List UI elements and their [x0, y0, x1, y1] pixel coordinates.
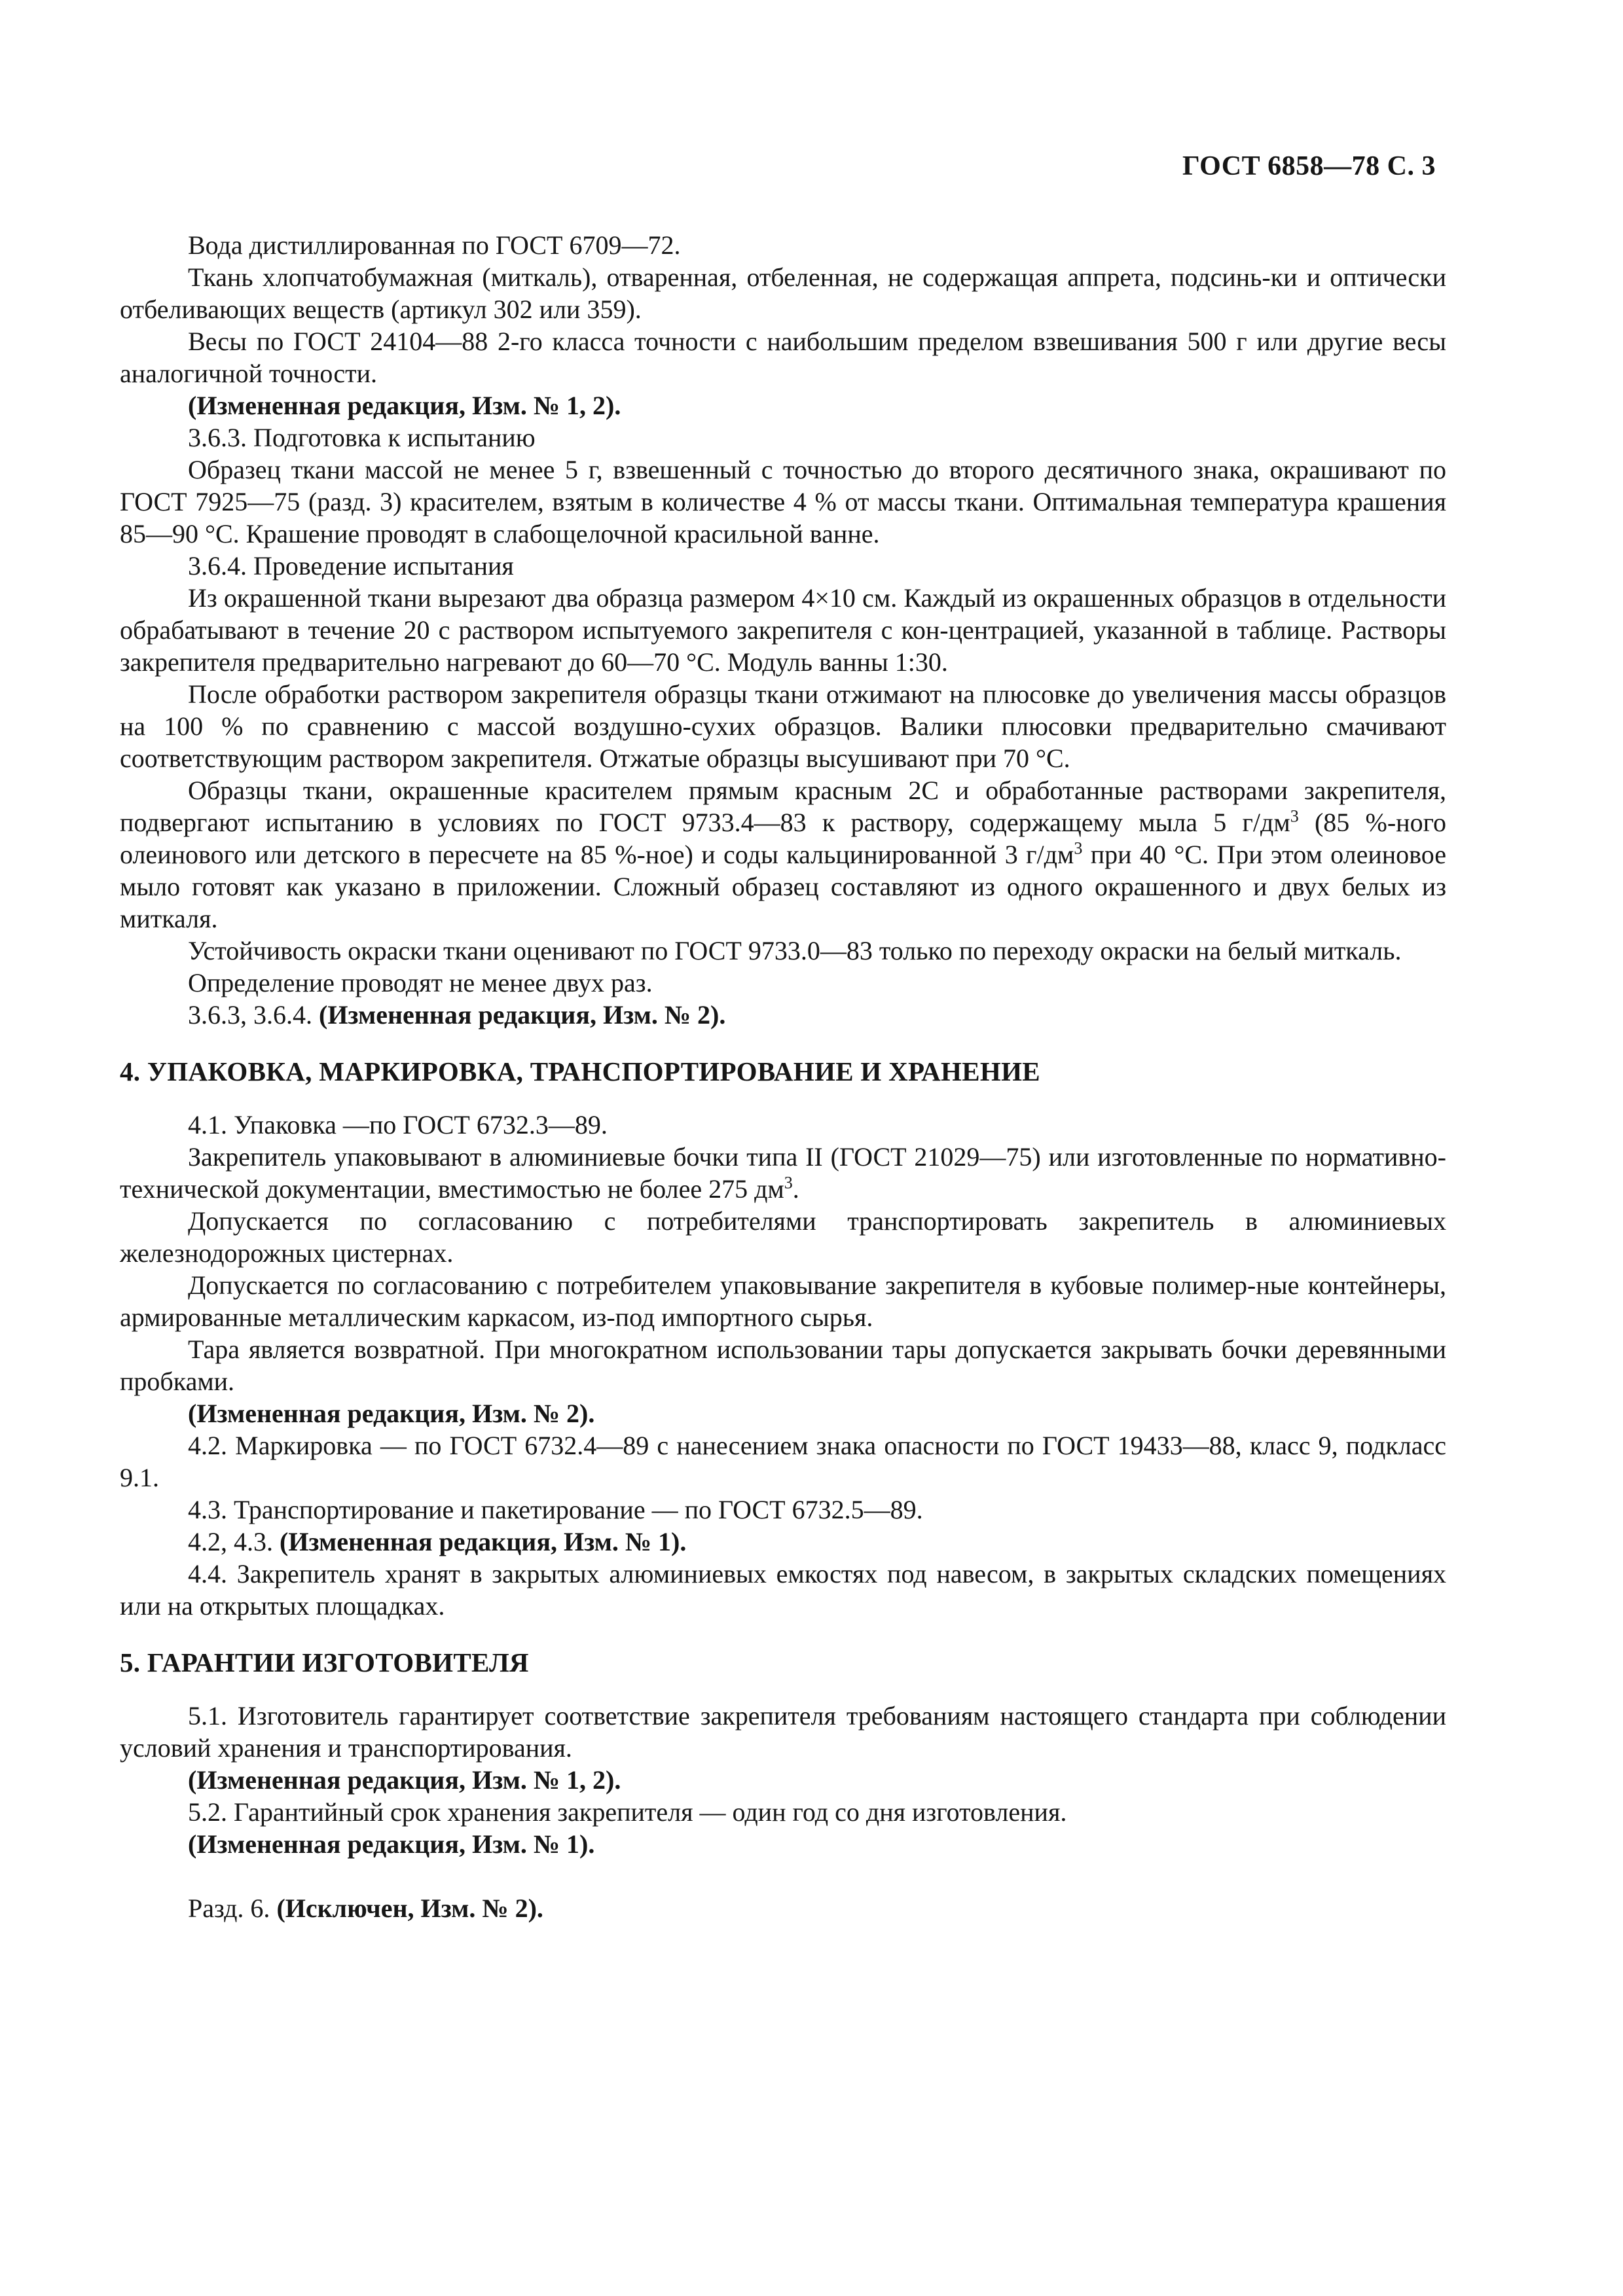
amendment-text: (Измененная редакция, Изм. № 2). — [319, 1000, 726, 1030]
section-heading-5: 5. ГАРАНТИИ ИЗГОТОВИТЕЛЯ — [120, 1647, 529, 1677]
amendment-text: (Измененная редакция, Изм. № 1). — [280, 1527, 687, 1556]
amendment-text: (Исключен, Изм. № 2). — [276, 1893, 543, 1923]
clause-ref: Разд. 6. — [188, 1893, 277, 1923]
amendment-text: (Измененная редакция, Изм. № 1). — [188, 1829, 595, 1859]
amendment-note — [120, 389, 1446, 422]
amendment-note — [120, 1526, 1446, 1558]
paragraph: Из окрашенной ткани вырезают два образца размером 4×10 см. Каждый из окрашенных образцов в отдельности обрабатывают в течение 20 с раствором испытуемого закрепителя с кон-центрацией, указанной в таблице. Растворы закрепителя предварительно нагревают до 60—70 °С. Модуль ванны 1:30. — [120, 583, 1446, 677]
paragraph — [120, 774, 1446, 935]
text-run: . — [792, 1174, 799, 1204]
paragraph: 4.2. Маркировка — по ГОСТ 6732.4—89 с нанесением знака опасности по ГОСТ 19433—88, класс 9, подкласс 9.1. — [120, 1431, 1446, 1492]
clause-heading: 3.6.4. Проведение испытания — [188, 551, 514, 581]
clause-ref: 3.6.3, 3.6.4. — [188, 1000, 319, 1030]
paragraph: Допускается по согласованию с потребителем упаковывание закрепителя в кубовые полимер-ные контейнеры, армированные металлическим каркасом, из-под импортного сырья. — [120, 1270, 1446, 1332]
section-heading-4: 4. УПАКОВКА, МАРКИРОВКА, ТРАНСПОРТИРОВАНИЕ И ХРАНЕНИЕ — [120, 1056, 1040, 1086]
amendment-note — [120, 1764, 1446, 1796]
amendment-text: (Измененная редакция, Изм. № 1, 2). — [188, 1765, 621, 1795]
amendment-text: (Измененная редакция, Изм. № 1, 2). — [188, 391, 621, 420]
amendment-note — [120, 1828, 1446, 1860]
paragraph: Допускается по согласованию с потребителями транспортировать закрепитель в алюминиевых железнодорожных цистернах. — [120, 1206, 1446, 1268]
superscript: 3 — [1290, 806, 1299, 826]
paragraph: 5.2. Гарантийный срок хранения закрепителя — один год со дня изготовления. — [188, 1797, 1067, 1827]
paragraph: Определение проводят не менее двух раз. — [188, 968, 653, 997]
page-header: ГОСТ 6858—78 С. 3 — [1182, 151, 1436, 181]
paragraph: 4.1. Упаковка —по ГОСТ 6732.3—89. — [188, 1110, 608, 1139]
text-run: при 40 °С. При этом олеиновое мыло готовят как указано в приложении. Сложный образец составляют из одного окрашенного и двух белых из миткаля. — [120, 840, 1447, 933]
clause-heading: 3.6.3. Подготовка к испытанию — [188, 423, 536, 452]
paragraph — [120, 1141, 1446, 1205]
superscript: 3 — [1074, 838, 1083, 858]
paragraph: 4.3. Транспортирование и пакетирование — по ГОСТ 6732.5—89. — [188, 1495, 923, 1524]
amendment-text: (Измененная редакция, Изм. № 2). — [188, 1399, 595, 1428]
paragraph: После обработки раствором закрепителя образцы ткани отжимают на плюсовке до увеличения массы образцов на 100 % по сравнению с массой воздушно-сухих образцов. Валики плюсовки предварительно смачивают соответствующим раствором закрепителя. Отжатые образцы высушивают при 70 °С. — [120, 679, 1446, 773]
text-run: (85 %-ного олеинового или детского в пересчете на 85 %-ное) и соды кальцинированной 3 г/дм — [120, 808, 1446, 869]
paragraph: 5.1. Изготовитель гарантирует соответствие закрепителя требованиям настоящего стандарта при соблюдении условий хранения и транспортирования. — [120, 1701, 1446, 1763]
amendment-note — [120, 1892, 1446, 1924]
text-run: Образцы ткани, окрашенные красителем прямым красным 2С и обработанные растворами закрепителя, подвергают испытанию в условиях по ГОСТ 9733.4—83 к раствору, содержащему мыла 5 г/дм — [120, 776, 1446, 837]
paragraph: 4.4. Закрепитель хранят в закрытых алюминиевых емкостях под навесом, в закрытых складских помещениях или на открытых площадках. — [120, 1559, 1446, 1621]
paragraph: Образец ткани массой не менее 5 г, взвешенный с точностью до второго десятичного знака, окрашивают по ГОСТ 7925—75 (разд. 3) красителем, взятым в количестве 4 % от массы ткани. Оптимальная температура крашения 85—90 °С. Крашение проводят в слабощелочной красильной ванне. — [120, 455, 1446, 548]
document-body — [120, 229, 1446, 1924]
paragraph: Ткань хлопчатобумажная (миткаль), отваренная, отбеленная, не содержащая аппрета, подсинь-ки и оптически отбеливающих веществ (артикул 302 или 359). — [120, 262, 1446, 324]
amendment-note — [120, 1397, 1446, 1429]
paragraph: Тара является возвратной. При многократном использовании тары допускается закрывать бочки деревянными пробками. — [120, 1335, 1446, 1396]
amendment-note — [120, 999, 1446, 1031]
text-run: Закрепитель упаковывают в алюминиевые бочки типа II (ГОСТ 21029—75) или изготовленные по нормативно-технической документации, вместимостью не более 275 дм — [120, 1142, 1446, 1204]
paragraph: Устойчивость окраски ткани оценивают по ГОСТ 9733.0—83 только по переходу окраски на белый миткаль. — [188, 936, 1402, 965]
clause-ref: 4.2, 4.3. — [188, 1527, 280, 1556]
superscript: 3 — [784, 1173, 793, 1193]
paragraph: Вода дистиллированная по ГОСТ 6709—72. — [188, 230, 681, 260]
paragraph: Весы по ГОСТ 24104—88 2-го класса точности с наибольшим пределом взвешивания 500 г или другие весы аналогичной точности. — [120, 327, 1446, 388]
